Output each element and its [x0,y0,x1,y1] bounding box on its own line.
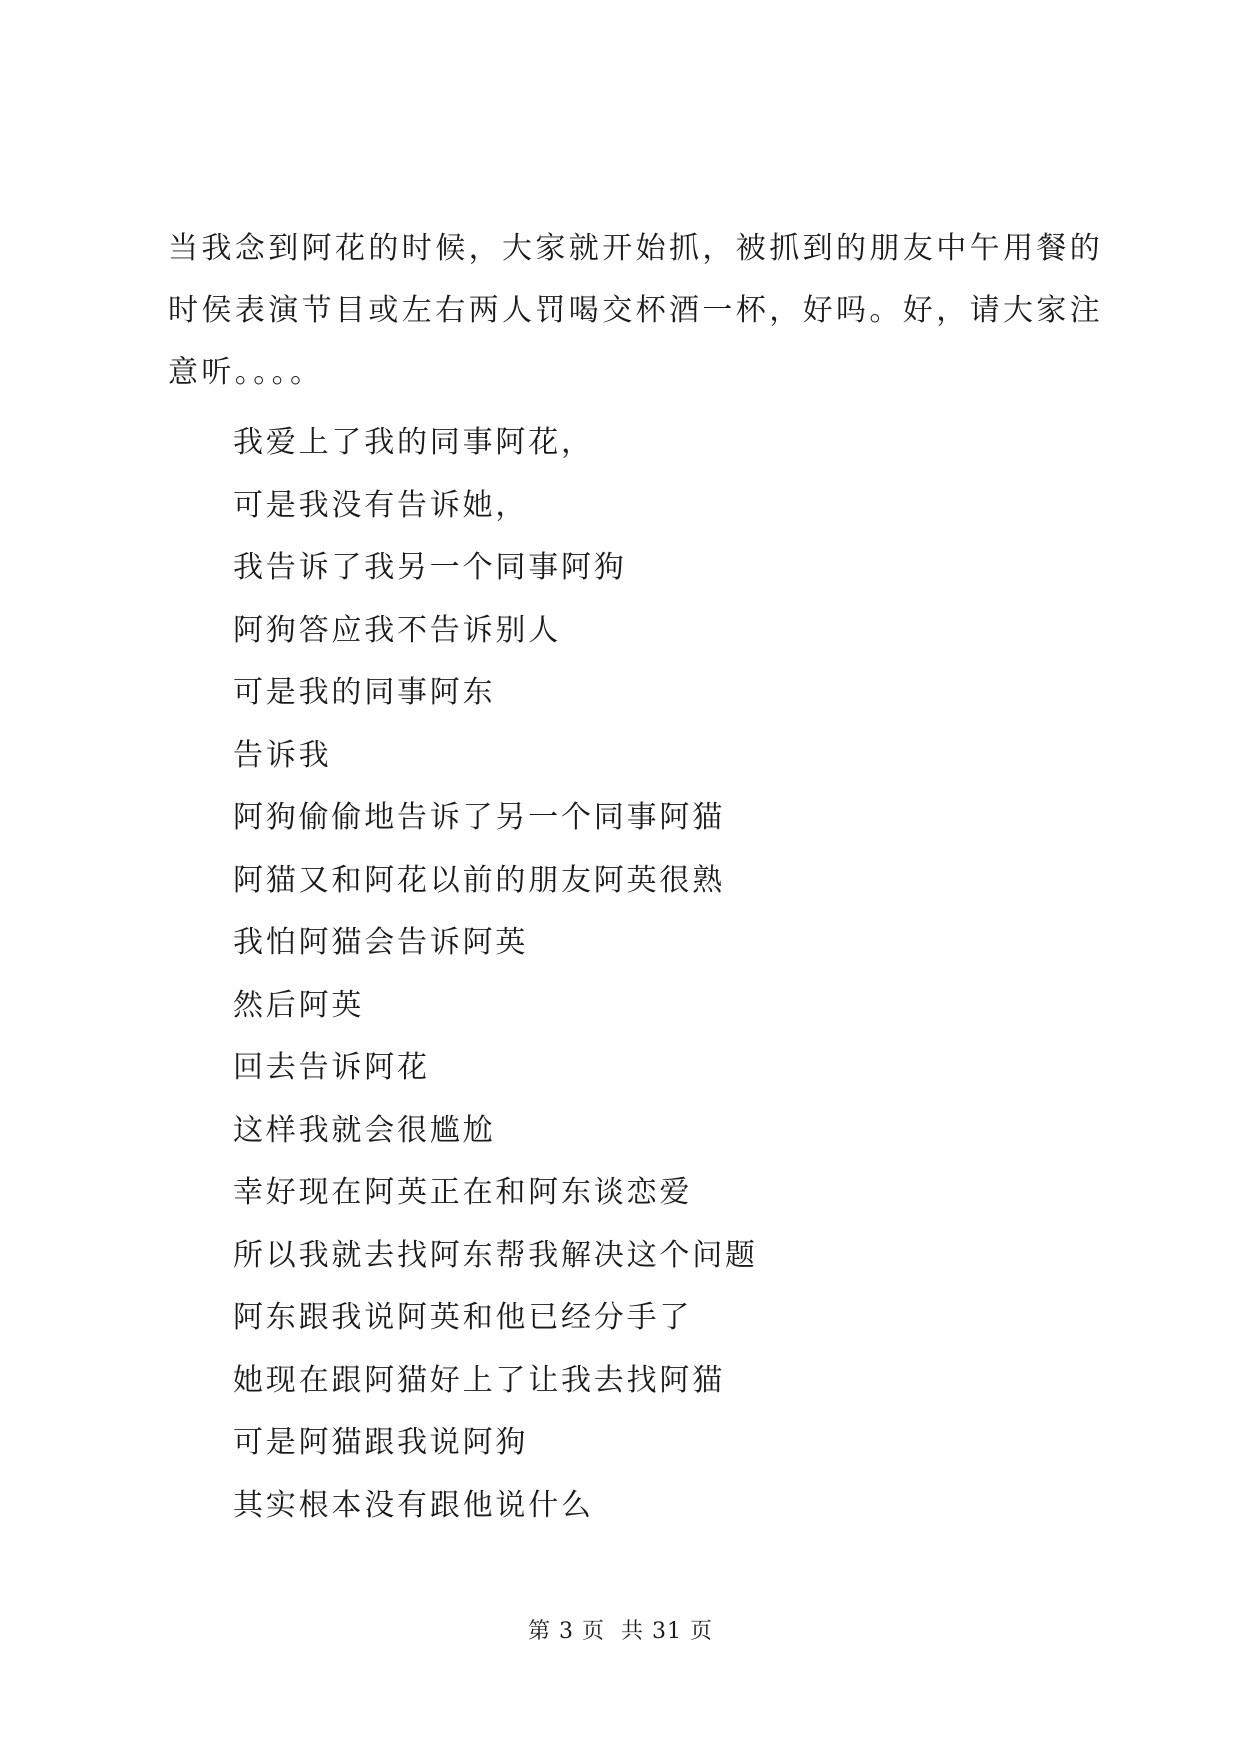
poem-line: 我爱上了我的同事阿花， [233,425,594,460]
poem-line: 告诉我 [233,737,332,773]
poem-line: 这样我就会很尴尬 [233,1112,496,1148]
poem-line: 我告诉了我另一个同事阿狗 [233,550,627,585]
poem-line: 幸好现在阿英正在和阿东谈恋爱 [233,1175,693,1210]
poem-body [233,426,1093,1551]
intro-line: 当我念到阿花的时候，大家就开始抓，被抓到的朋友中午用餐的 [168,231,1104,266]
poem-line: 然后阿英 [233,987,365,1023]
poem-line: 阿猫又和阿花以前的朋友阿英很熟 [233,862,725,898]
poem-line: 可是我的同事阿东 [233,675,496,710]
poem-line: 回去告诉阿花 [233,1050,430,1085]
intro-line: 时侯表演节目或左右两人罚喝交杯酒一杯，好吗。好，请大家注 [168,293,1104,328]
poem-line: 可是我没有告诉她， [233,487,529,523]
poem-line: 所以我就去找阿东帮我解决这个问题 [233,1237,758,1273]
intro-line: 意听。。。。 [168,355,324,390]
poem-line: 其实根本没有跟他说什么 [233,1487,594,1523]
page-number-footer: 第 3 页 共 31 页 [528,1619,713,1644]
intro-paragraph [168,231,1104,418]
poem-line: 可是阿猫跟我说阿狗 [233,1425,529,1460]
poem-line: 阿狗偷偷地告诉了另一个同事阿猫 [233,800,725,835]
poem-line: 阿东跟我说阿英和他已经分手了 [233,1300,693,1335]
poem-line: 阿狗答应我不告诉别人 [233,612,561,648]
poem-line: 我怕阿猫会告诉阿英 [233,925,529,960]
poem-line: 她现在跟阿猫好上了让我去找阿猫 [233,1362,725,1398]
